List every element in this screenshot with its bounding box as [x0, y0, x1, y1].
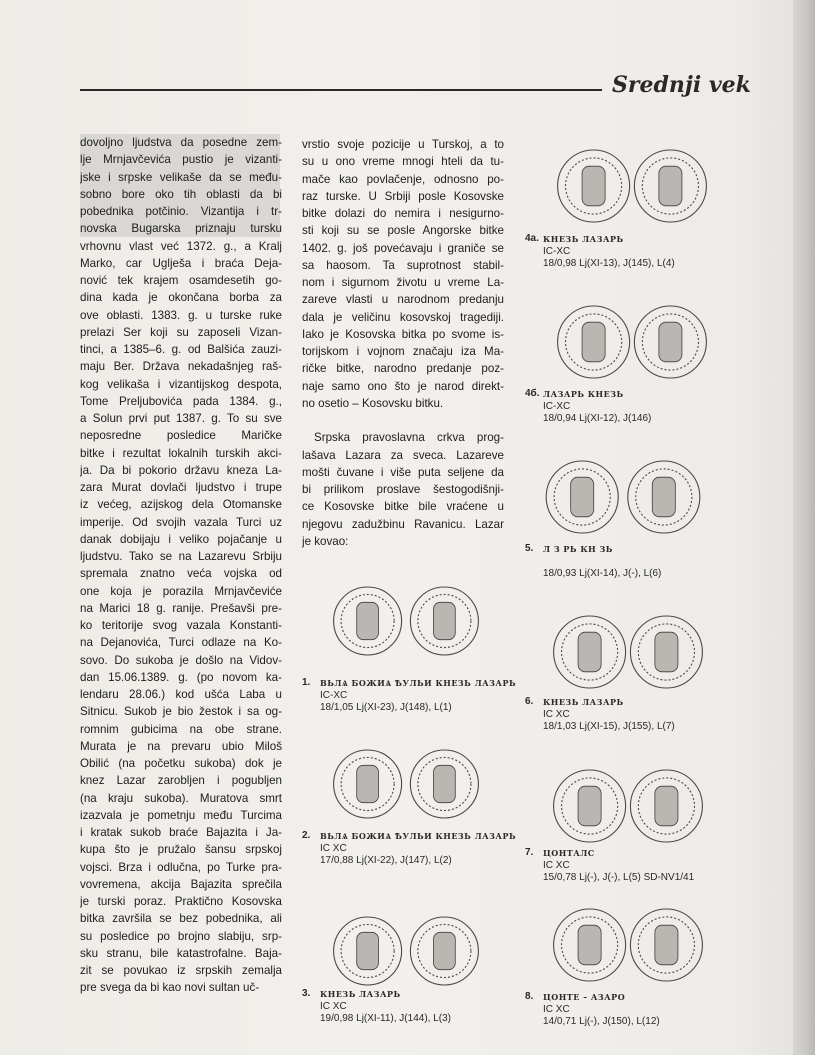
coin-caption [525, 847, 725, 887]
page-edge-shadow [793, 0, 815, 1055]
coin-legend: ЦОНТАЛС [543, 848, 595, 858]
text-line: knez Lazar zarobljen i pogubljen [80, 774, 282, 788]
coin-figure-icon [434, 932, 456, 969]
coin-image [326, 748, 486, 820]
text-line: zara Murat dovlači ljudstvo i trupe [80, 481, 282, 494]
coin-ref: 18/1,05 Lj(XI-23), J(148), L(1) [320, 702, 452, 713]
text-line: Tome Preljubovića pada 1384. g., [80, 394, 282, 408]
text-line: prelazi Ser koji su zaposeli Vizan- [80, 325, 282, 339]
coin-ref: 18/0,94 Lj(XI-12), J(146) [543, 413, 652, 424]
text-line: Sitnicu. Sukob je bio žestok i sa og- [80, 705, 282, 719]
text-line: bitka završila se bez pobednika, ali [80, 912, 282, 926]
coin-legend: КНЕЗЬ ЛАЗАРЬ [320, 989, 401, 999]
coin-figure-icon [578, 925, 601, 965]
text-line: dan 15.06.1389. g. (po novom ka- [80, 670, 282, 684]
text-line: vrstio svoje pozicije u Turskoj, a to [302, 138, 504, 151]
text-line: jske i srpske velikaše da se među- [80, 170, 282, 184]
coin-figure-icon [434, 602, 456, 639]
text-column-1 [80, 134, 282, 997]
text-line: Murata je na prevaru ubio Miloš [80, 739, 282, 753]
text-line: lendaru 28.06.) kod ušća Laba u [80, 688, 282, 701]
coin-num: 4a. [525, 233, 539, 244]
text-line: sobno bore oko tih oblasti da bi [80, 187, 282, 201]
text-line: je turski poraz. Praktično Kosovska [80, 895, 282, 908]
coin-image [552, 304, 712, 380]
coin-sub: IC XC [543, 1003, 570, 1015]
coin-sub: IC XC [543, 859, 570, 871]
coin-image [548, 768, 708, 844]
coin-ref: 18/0,98 Lj(XI-13), J(145), L(4) [543, 258, 675, 269]
coin-legend: ВЬЛѦ БОЖИѦ ѢУЛЬИ КНЕЗЬ ЛАЗАРЬ [320, 678, 517, 688]
text-line: i kratak sukob braće Bajazita i Ja- [80, 826, 282, 839]
text-line: lje Mrnjavčevića pustio je vizanti- [80, 153, 282, 167]
coin-legend: КНЕЗЬ ЛАЗАРЬ [543, 234, 624, 244]
text-line: sku stranu, bile katastrofalne. Baja- [80, 946, 282, 960]
text-line: izazvala je pometnju među Turcima [80, 808, 282, 822]
coin-caption [302, 988, 502, 1028]
coin-figure-icon [357, 765, 379, 802]
text-line: ričke bitke, narodno predanje poz- [302, 362, 504, 376]
coin-ref: 17/0,88 Lj(XI-22), J(147), L(2) [320, 855, 452, 866]
coin-caption [525, 696, 725, 736]
text-line: iz većeg, azijskog dela Otomanske [80, 498, 282, 512]
text-line: zit se povukao iz srpskih zemalja [80, 964, 282, 977]
text-line: novska Bugarska priznaju tursku [80, 222, 282, 236]
text-line: ko teritorije svog vazala Konstanti- [80, 619, 282, 632]
coin-sub: IC XC [320, 842, 347, 854]
text-line: Obilić (na početku sukoba) dok je [80, 757, 282, 770]
text-line: maju Ber. Država nekadašnjeg raš- [80, 360, 282, 374]
text-line: torijskom i vojnom značaju iza Ma- [302, 345, 504, 358]
coin-figure-icon [434, 765, 456, 802]
text-line: nom i sigurnom životu u vreme La- [302, 276, 504, 289]
coin-num: 8. [525, 991, 534, 1002]
text-line: na Dejanovića, Turci odlaze na Ko- [80, 636, 282, 650]
text-line: njegovu zadužbinu Ravanicu. Lazar [302, 517, 504, 531]
coin-num: 4б. [525, 388, 540, 399]
text-line: vovremena, akcija Bajazita sprečila [80, 877, 282, 891]
text-line: dina kada je okončana borba za [80, 291, 282, 305]
text-line: ljudstvu. Tako se na Lazarevu Srbiju [80, 550, 282, 563]
coin-figure-icon [655, 632, 678, 672]
text-line: mošti čuvane i više puta seljene da [302, 465, 504, 479]
text-line: lašava Lazara za sveca. Lazareve [302, 448, 504, 462]
text-line: Iako je Kosovska bitka po svome is- [302, 327, 504, 341]
text-line: naje samo ono što je narod direkt- [302, 379, 504, 393]
text-line: bitke dolazi do nemira i nesigurno- [302, 207, 504, 220]
coin-sub: IC XC [543, 708, 570, 720]
coin-num: 2. [302, 830, 311, 841]
coin-figure-icon [582, 322, 605, 362]
text-line: spremala znatno veća vojska od [80, 567, 282, 581]
text-line: 1402. g. još povećavaju i graniče se [302, 241, 504, 255]
coin-image [552, 148, 712, 224]
coin-figure-icon [582, 166, 605, 206]
text-line: (na kraju sukoba). Muratova smrt [80, 791, 282, 805]
coin-caption [525, 388, 725, 428]
coin-legend: Л З РЬ КН ЗЬ [543, 544, 613, 554]
text-line: danak dobijaju i veliko pojačanje u [80, 532, 282, 546]
coin-figure-icon [357, 602, 379, 639]
coin-sub: IC-XC [543, 400, 571, 412]
text-line: one koja je porazila Mrnjavčeviće [80, 584, 282, 598]
text-line: sti koji su se posle Angorske bitke [302, 224, 504, 238]
coin-caption [525, 543, 725, 583]
coin-caption [302, 830, 517, 870]
text-line: pre svega da bi kao novi sultan uč- [80, 981, 260, 995]
coin-ref: 19/0,98 Lj(XI-11), J(144), L(3) [320, 1013, 451, 1024]
text-line: ce Kosovske bitke bile vraćene u [302, 500, 504, 514]
text-line: dala je veličinu kosovskoj tragediji. [302, 310, 504, 324]
section-title: Srednji vek [612, 72, 751, 98]
text-line: romnim gubicima na obe strane. [80, 722, 282, 736]
text-line: imperije. Od svojih vazala Turci uz [80, 515, 282, 529]
text-line: a Solun prvi put 1387. g. To su sve [80, 412, 282, 425]
text-line: bitke i rezultat lokalnih turskih akci- [80, 446, 282, 460]
text-line: zareve vlasti u narodnom predanju [302, 293, 504, 307]
coin-figure-icon [578, 632, 601, 672]
text-line: mače kao povlačenje, odnosno po- [302, 172, 504, 186]
coin-num: 7. [525, 847, 534, 858]
text-line [302, 412, 504, 429]
text-line: kog velikaša i vizantijskog despota, [80, 377, 282, 391]
coin-image [548, 902, 708, 988]
coin-figure-icon [357, 932, 379, 969]
coin-figure-icon [652, 477, 675, 517]
text-line: nović tek krajem osamdesetih go- [80, 274, 282, 287]
coin-num: 6. [525, 696, 534, 707]
coin-figure-icon [578, 786, 601, 826]
text-line: Srpska pravoslavna crkva prog- [314, 431, 504, 445]
coin-figure-icon [659, 322, 682, 362]
text-line: vojsci. Brza i odlučna, po Turke pra- [80, 860, 282, 874]
text-line: su posledice po brojno slabiju, srp- [80, 929, 282, 943]
text-line: neposredne posledice Maričke [80, 429, 282, 443]
text-line: bi prilikom proslave šestogodišnji- [302, 483, 504, 496]
coin-sub: IC-XC [543, 245, 571, 257]
text-line: ja. Da bi pokorio državu kneza La- [80, 463, 282, 477]
text-line: sa haosom. Ta suprotnost stabil- [302, 258, 504, 272]
coin-legend: КНЕЗЬ ЛАЗАРЬ [543, 697, 624, 707]
coin-figure-icon [571, 477, 594, 517]
coin-num: 5. [525, 543, 534, 554]
coin-image [326, 915, 486, 987]
text-line: ove oblasti. 1383. g. u turske ruke [80, 308, 282, 322]
text-line: sovo. Do sukoba je došlo na Vidov- [80, 653, 282, 667]
coin-ref: 18/0,93 Lj(XI-14), J(-), L(6) [543, 568, 662, 579]
coin-ref: 15/0,78 Lj(-), J(-), L(5) SD-NV1/41 [543, 872, 695, 883]
text-line: vrhovnu vlast već 1372. g., a Kralj [80, 239, 282, 253]
text-line: je kovao: [302, 534, 349, 548]
coin-caption [525, 991, 725, 1031]
text-line: no osetio – Kosovsku bitku. [302, 396, 444, 410]
text-line: raz turske. U Srbiji posle Kosovske [302, 189, 504, 203]
coin-num: 3. [302, 988, 311, 999]
text-column-2 [302, 136, 504, 550]
text-line: kupa što je pružalo šansu srpskoj [80, 843, 282, 857]
text-line: na Marici 18 g. ranije. Prešavši pre- [80, 601, 282, 615]
coin-figure-icon [655, 925, 678, 965]
coin-image [538, 459, 708, 535]
coin-sub: IC XC [320, 1000, 347, 1012]
coin-legend: ЦОНТЕ – АЗАРО [543, 992, 626, 1002]
coin-legend: ЛАЗАРЬ КНЕЗЬ [543, 389, 624, 399]
text-line: pobednika potčinio. Vizantija i tr- [80, 205, 282, 218]
coin-legend: ВЬЛѦ БОЖИѦ ѢУЛЬИ КНЕЗЬ ЛАЗАРЬ [320, 831, 517, 841]
text-line: Marko, car Uglješa i braća Deja- [80, 256, 282, 270]
coin-figure-icon [659, 166, 682, 206]
coin-ref: 14/0,71 Lj(-), J(150), L(12) [543, 1016, 660, 1027]
coin-num: 1. [302, 677, 311, 688]
text-line: tinci, a 1385–6. g. od Balšića zauzi- [80, 343, 282, 356]
coin-image [326, 585, 486, 657]
coin-image [548, 614, 708, 690]
coin-caption [302, 677, 517, 717]
coin-sub: IC-XC [320, 689, 348, 701]
coin-caption [525, 233, 725, 273]
coin-figure-icon [655, 786, 678, 826]
coin-ref: 18/1,03 Lj(XI-15), J(155), L(7) [543, 721, 675, 732]
text-line: dovoljno ljudstva da posedne zem- [80, 136, 282, 149]
header-rule [80, 89, 602, 91]
text-line: su u ono vreme mnogi hteli da tu- [302, 155, 504, 169]
